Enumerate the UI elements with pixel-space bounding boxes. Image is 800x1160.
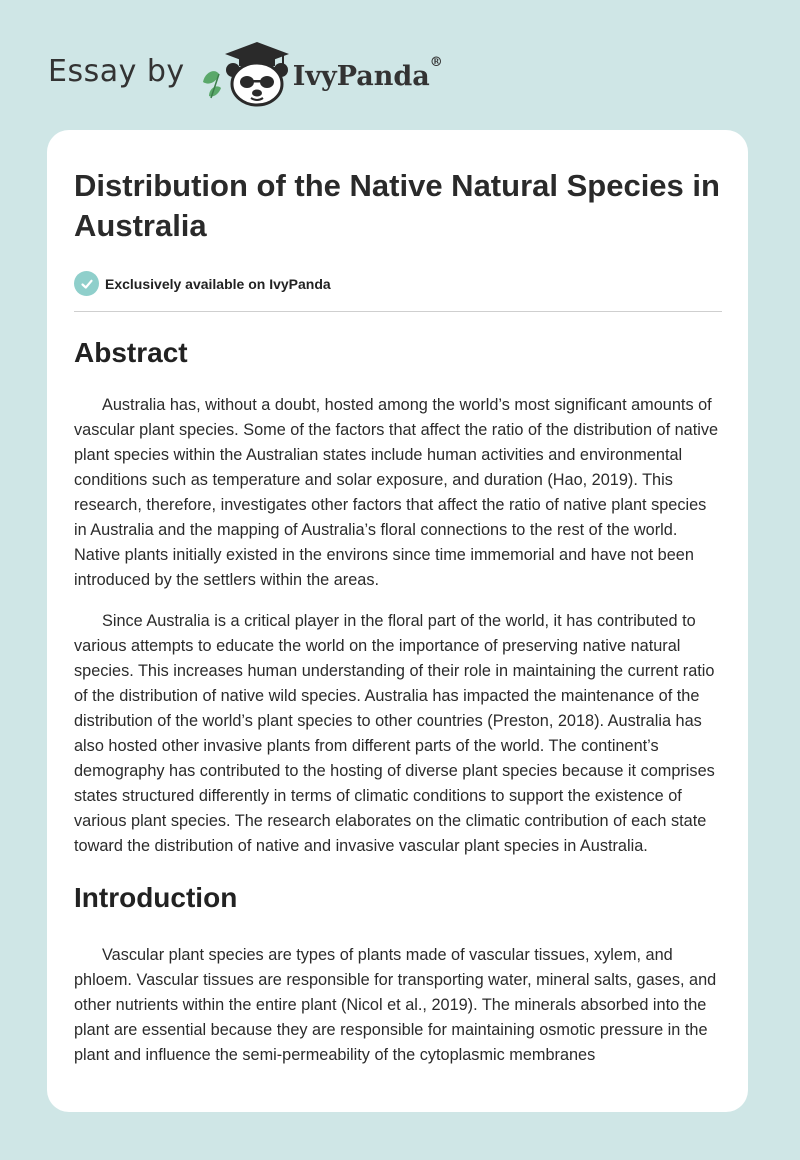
badge-text: Exclusively available on IvyPanda	[105, 275, 331, 292]
divider	[74, 311, 722, 312]
section-heading-abstract: Abstract	[74, 337, 188, 368]
paragraph: Since Australia is a critical player in the floral part of the world, it has contributed to various attempts to educate the world on the importance of preserving native natural species. This increases human understanding of their role in maintaining the current ratio of the distribution of native wild species. Australia has impacted the maintenance of the distribution of the world’s plant species to other countries (Preston, 2018). Australia has also hosted other invasive plants from different parts of the world. The continent’s demography has contributed to the hosting of diverse plant species because it comprises states structured differently in terms of climatic conditions to support the existence of various plant species. The research elaborates on the climatic contribution of each state toward the distribution of native and invasive vascular plant species in Australia.	[74, 612, 715, 855]
check-icon	[74, 271, 99, 296]
brand-prefix: Essay by	[48, 53, 185, 89]
panda-graduate-icon	[199, 38, 291, 108]
site-brand[interactable]	[48, 38, 443, 108]
brand-name: IvyPanda®	[292, 54, 443, 92]
paragraph: Vascular plant species are types of plants made of vascular tissues, xylem, and phloem. Vascular tissues are responsible for transporting water, mineral salts, gases, and other nutrients within the entire plant (Nicol et al., 2019). The minerals absorbed into the plant are essential because they are responsible for maintaining osmotic pressure in the plant and influence the semi-permeability of the cytoplasmic membranes	[74, 946, 717, 1064]
section-heading-introduction: Introduction	[74, 882, 238, 913]
page-title: Distribution of the Native Natural Species in Australia	[74, 168, 720, 243]
essay-card	[47, 130, 748, 1112]
paragraph: Australia has, without a doubt, hosted among the world’s most significant amounts of vascular plant species. Some of the factors that affect the ratio of the distribution of native plant species within the Australian states include human activities and environmental conditions such as temperature and solar exposure, and duration (Hao, 2019). This research, therefore, investigates other factors that affect the ratio of native plant species in Australia and the mapping of Australia’s floral connections to the rest of the world. Native plants initially existed in the environs since time immemorial and have not been introduced by the settlers within the areas.	[74, 396, 719, 589]
exclusive-badge	[74, 271, 722, 296]
